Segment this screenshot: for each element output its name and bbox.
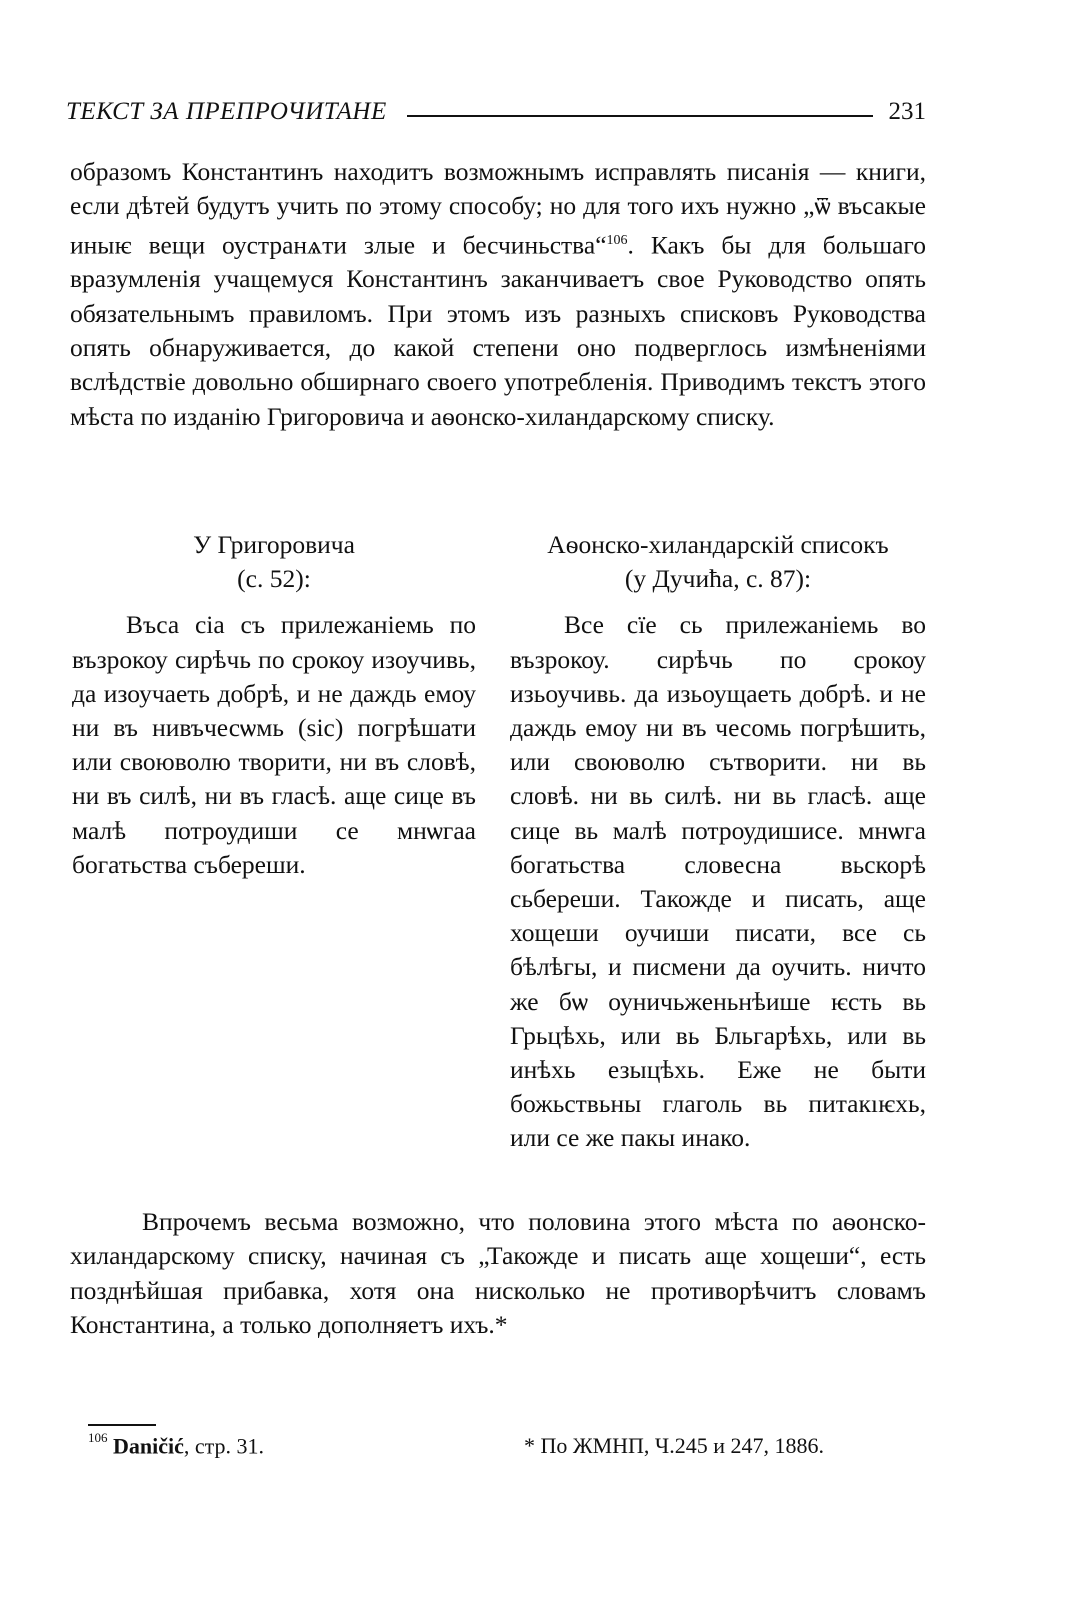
athos-hilandar-heading-line2: (у Дучиħа, с. 87): <box>624 564 812 594</box>
athos-hilandar-heading-line1: Аѳонско-хиландарскій списокъ <box>547 530 889 559</box>
footnote-106-rest: , стр. 31. <box>183 1433 265 1459</box>
grigorovich-text: Въса сіа съ прилежаніемь по възрокоу сирѣчь по срокоу изоучивь, да изоучаеть добрѣ, и не даждь емоу ни въ нивъчесѡмь (sic) погрѣшати или своюволю творити, ни въ словѣ, ни въ силѣ, ни въ гласѣ. аще сице въ малѣ потроудиши се мнѡгаа богатьства събереши. <box>72 610 476 879</box>
intro-text-2: . Какъ бы для большаго вразумленія учащемуся Константинъ заканчиваетъ свое Руководство опять обязательнымъ правиломъ. При этомъ изъ разныхъ списковъ Руководства опять обнаруживается, до какой степени оно подверглось измѣненіями вслѣдствіе довольно обширнаго своего употребленія. Приводимъ текстъ этого мѣста по изданію Григоровича и аѳонско-хиландарскому списку. <box>70 230 926 431</box>
grigorovich-column <box>72 528 476 882</box>
athos-hilandar-column <box>510 528 926 1156</box>
footnote-106-author: Daničić <box>113 1433 184 1459</box>
running-header <box>66 92 926 132</box>
grigorovich-heading <box>72 528 476 596</box>
header-rule <box>407 115 873 117</box>
athos-hilandar-heading <box>510 528 926 596</box>
footnote-106-number: 106 <box>88 1430 108 1445</box>
footnote-rule <box>88 1424 156 1426</box>
grigorovich-heading-line1: У Григоровича <box>193 530 355 559</box>
athos-hilandar-text: Все сїе сь прилежаніемь во възрокоу. сирѣчь по срокоу изьоучивь. да изьоущаеть добрѣ. и не даждь емоу ни въ чесомь погрѣшить, или своюволю сътворити. ни вь словѣ. ни вь силѣ. ни вь гласѣ. аще сице вь малѣ потроудишисе. мнѡга богатьства словесна вьскорѣ сьбереши. Такожде и писать, аще хощеши оучиши писати, все сь бѣлѣгы, и писмени да оучить. ничто же бѡ оуничьженьнѣише ѥсть вь Грьцѣхь, или вь Бльгарѣхь, или вь инѣхь езыцѣхь. Еже не быти божьствьны глаголь вь питакıѥхь, или се же пакы инако. <box>510 610 926 1153</box>
running-title: ТЕКСТ ЗА ПРЕПРОЧИТАНЕ <box>66 98 387 125</box>
intro-paragraph <box>70 155 926 434</box>
intro-text-1: образомъ Константинъ находитъ возможнымъ исправлять писанія — книги, если дѣтей будутъ учить по этому способу; но для того ихъ нужно „ѿ въсакые иныѥ вещи оустранѧти злые и бесчиньства“ <box>70 157 926 260</box>
grigorovich-heading-line2: (с. 52): <box>237 564 311 594</box>
page-number: 231 <box>888 98 926 125</box>
footnote-reference: 106 <box>606 232 628 248</box>
closing-paragraph: Впрочемъ весьма возможно, что половина этого мѣста по аѳонско-хиландарскому списку, начиная съ „Такожде и писать аще хощеши“, есть позднѣйшая прибавка, хотя она нисколько не противорѣчитъ словамъ Константина, а только дополняетъ ихъ.* <box>70 1207 926 1339</box>
star-footnote: * По ЖМНП, Ч.245 и 247, 1886. <box>524 1433 825 1458</box>
footnote-106 <box>88 1430 265 1459</box>
